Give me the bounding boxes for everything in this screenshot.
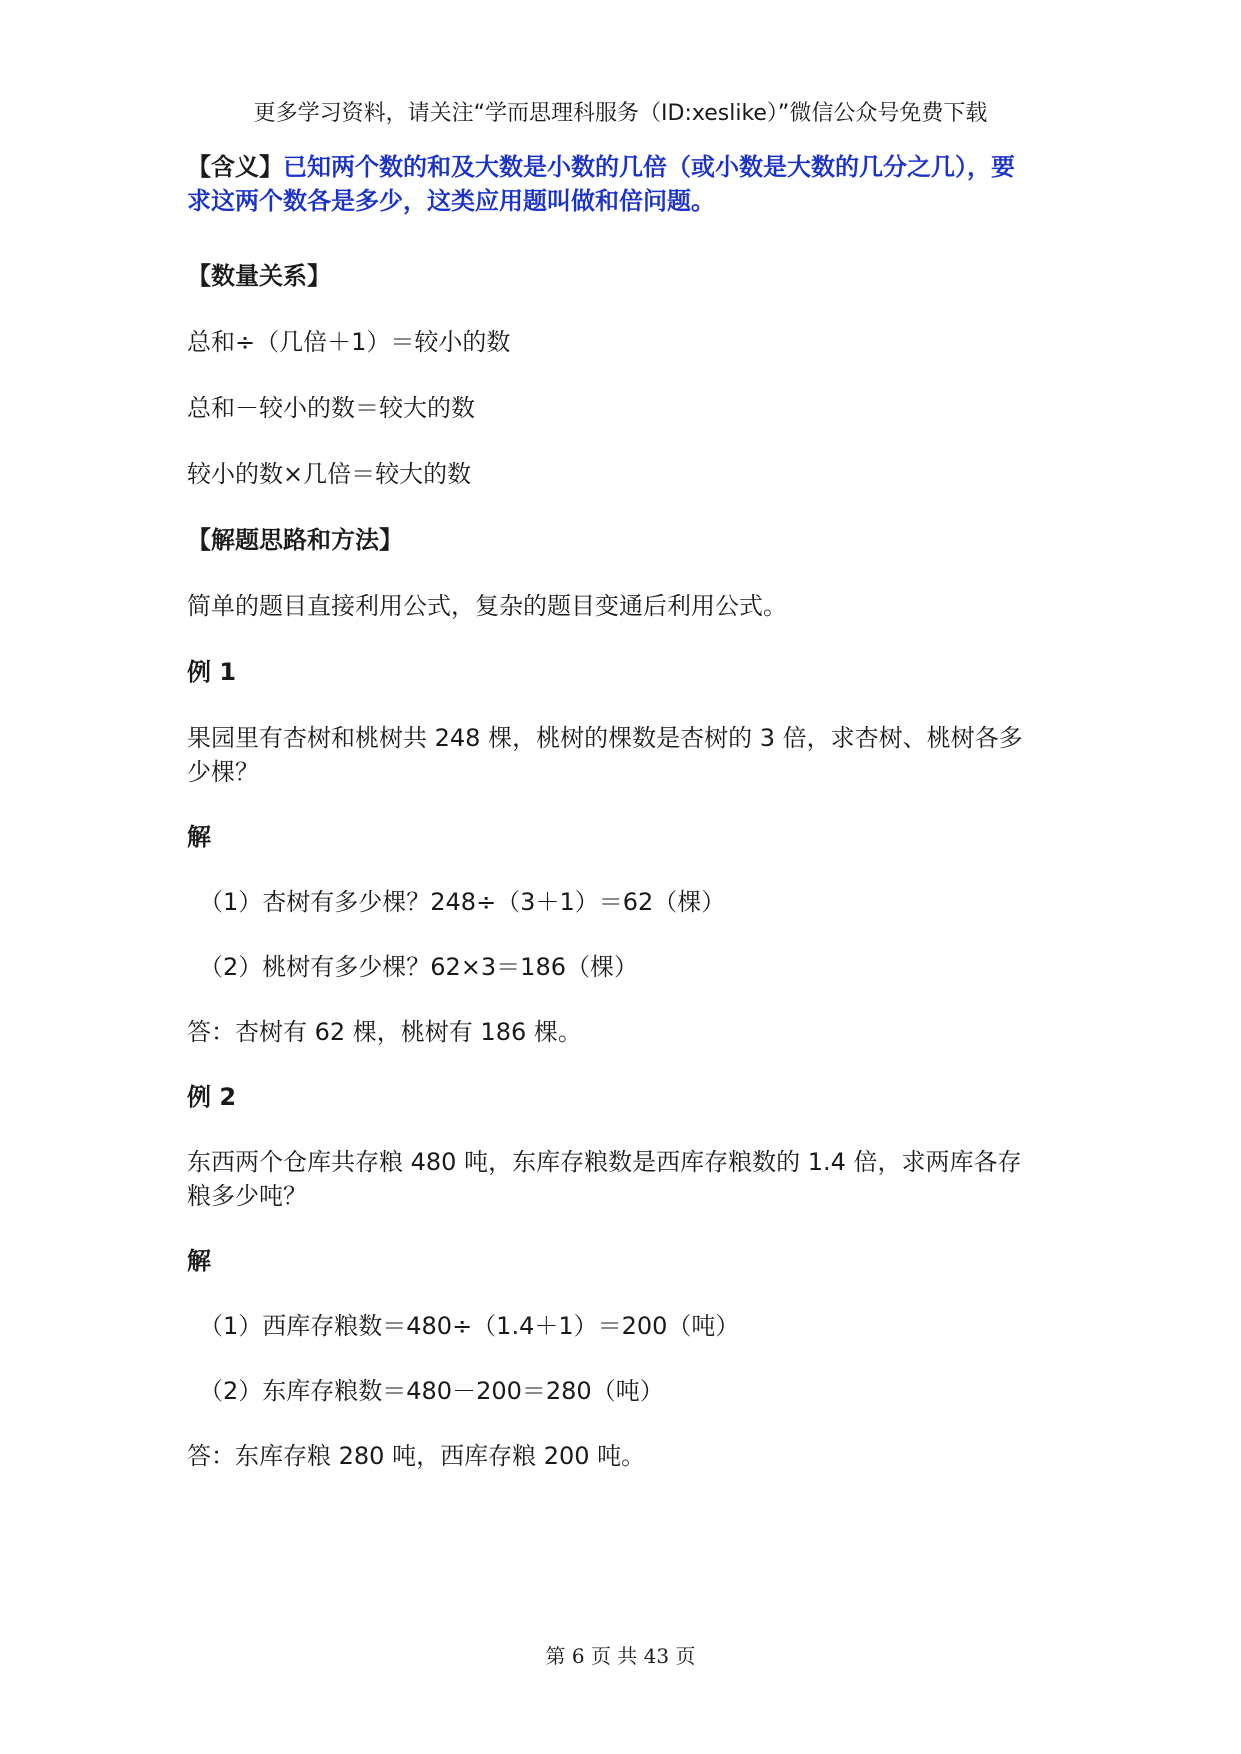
method-heading: 【解题思路和方法】 bbox=[187, 526, 403, 554]
method-text: 简单的题目直接利用公式，复杂的题目变通后利用公式。 bbox=[187, 592, 787, 620]
relations-heading: 【数量关系】 bbox=[187, 262, 331, 290]
example-2-solution-label: 解 bbox=[187, 1247, 211, 1275]
example-2-step-1: （1）西库存粮数＝480÷（1.4＋1）＝200（吨） bbox=[199, 1312, 740, 1340]
formula-1: 总和÷（几倍＋1）＝较小的数 bbox=[187, 328, 511, 356]
example-2-question-line-2: 粮多少吨？ bbox=[187, 1182, 307, 1210]
example-1-solution-label: 解 bbox=[187, 823, 211, 851]
meaning-tag: 【含义】 bbox=[187, 153, 283, 181]
example-1-question bbox=[187, 721, 1067, 789]
meaning-line-1: 已知两个数的和及大数是小数的几倍（或小数是大数的几分之几），要 bbox=[283, 153, 1015, 181]
meaning-paragraph bbox=[187, 150, 1067, 218]
example-1-answer: 答：杏树有 62 棵，桃树有 186 棵。 bbox=[187, 1018, 582, 1046]
example-1-question-line-1: 果园里有杏树和桃树共 248 棵，桃树的棵数是杏树的 3 倍，求杏树、桃树各多 bbox=[187, 724, 1023, 752]
example-1-title: 例 1 bbox=[187, 658, 237, 686]
example-2-question-line-1: 东西两个仓库共存粮 480 吨，东库存粮数是西库存粮数的 1.4 倍，求两库各存 bbox=[187, 1148, 1022, 1176]
meaning-line-2: 求这两个数各是多少，这类应用题叫做和倍问题。 bbox=[187, 187, 715, 215]
formula-2: 总和－较小的数＝较大的数 bbox=[187, 394, 475, 422]
example-1-step-1: （1）杏树有多少棵？248÷（3＋1）＝62（棵） bbox=[199, 888, 726, 916]
formula-3: 较小的数×几倍＝较大的数 bbox=[187, 460, 472, 488]
document-body bbox=[187, 150, 1067, 1473]
example-2-step-2: （2）东库存粮数＝480－200＝280（吨） bbox=[199, 1377, 664, 1405]
page-header: 更多学习资料，请关注“学而思理科服务（ID:xeslike）”微信公众号免费下载 bbox=[253, 101, 988, 126]
example-1-step-2: （2）桃树有多少棵？62×3＝186（棵） bbox=[199, 953, 638, 981]
example-2-question bbox=[187, 1145, 1067, 1213]
page-footer: 第 6 页 共 43 页 bbox=[545, 1644, 696, 1668]
example-2-title: 例 2 bbox=[187, 1083, 237, 1111]
example-1-question-line-2: 少棵？ bbox=[187, 758, 259, 786]
example-2-answer: 答：东库存粮 280 吨，西库存粮 200 吨。 bbox=[187, 1442, 646, 1470]
